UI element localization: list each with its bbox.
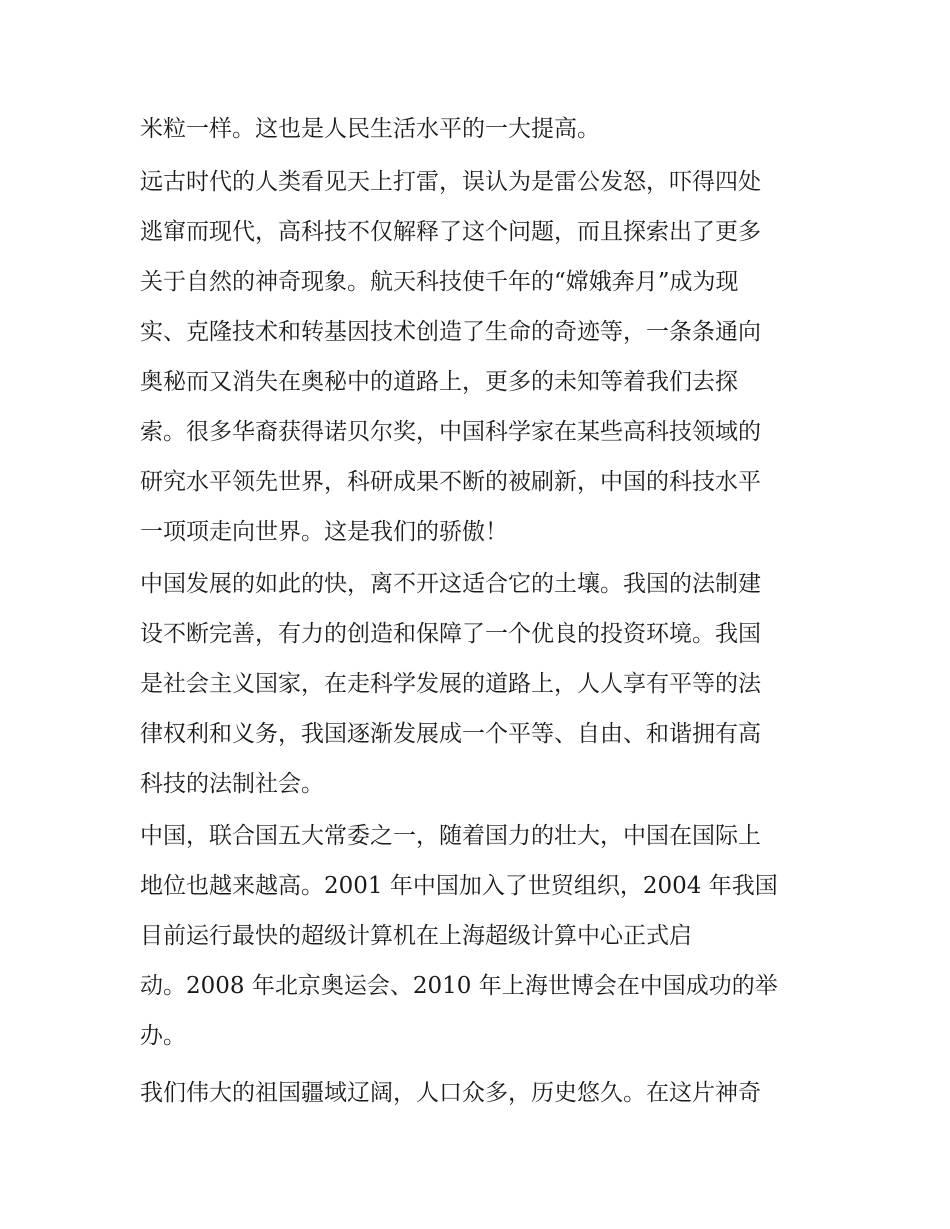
text-line: 中国发展的如此的快，离不开这适合它的土壤。我国的法制建 <box>140 571 761 597</box>
text-line: 律权利和义务，我国逐渐发展成一个平等、自由、和谐拥有高 <box>140 721 761 747</box>
text-line: 远古时代的人类看见天上打雷，误认为是雷公发怒，吓得四处 <box>140 169 761 195</box>
text-line: 逃窜而现代，高科技不仅解释了这个问题，而且探索出了更多 <box>140 219 761 245</box>
text-line: 是社会主义国家，在走科学发展的道路上，人人享有平等的法 <box>140 671 761 697</box>
text-line: 实、克隆技术和转基因技术创造了生命的奇迹等，一条条通向 <box>140 319 761 345</box>
text-line: 奥秘而又消失在奥秘中的道路上，更多的未知等着我们去探 <box>140 369 738 395</box>
text-line: 科技的法制社会。 <box>140 771 324 797</box>
text-line: 目前运行最快的超级计算机在上海超级计算中心正式启 <box>140 923 692 949</box>
text-line: 动。2008 年北京奥运会、2010 年上海世博会在中国成功的举 <box>140 973 778 999</box>
text-line: 研究水平领先世界，科研成果不断的被刷新，中国的科技水平 <box>140 469 761 495</box>
text-line: 设不断完善，有力的创造和保障了一个优良的投资环境。我国 <box>140 621 761 647</box>
text-line: 中国，联合国五大常委之一，随着国力的壮大，中国在国际上 <box>140 823 761 849</box>
text-line: 索。很多华裔获得诺贝尔奖，中国科学家在某些高科技领域的 <box>140 419 761 445</box>
text-line: 米粒一样。这也是人民生活水平的一大提高。 <box>140 116 600 142</box>
text-line: 关于自然的神奇现象。航天科技使千年的“嫦娥奔月”成为现 <box>140 269 739 295</box>
text-line: 办。 <box>140 1023 186 1049</box>
text-line: 一项项走向世界。这是我们的骄傲！ <box>140 519 508 545</box>
text-line: 地位也越来越高。2001 年中国加入了世贸组织，2004 年我国 <box>140 873 778 899</box>
text-line: 我们伟大的祖国疆域辽阔，人口众多，历史悠久。在这片神奇 <box>140 1080 761 1106</box>
